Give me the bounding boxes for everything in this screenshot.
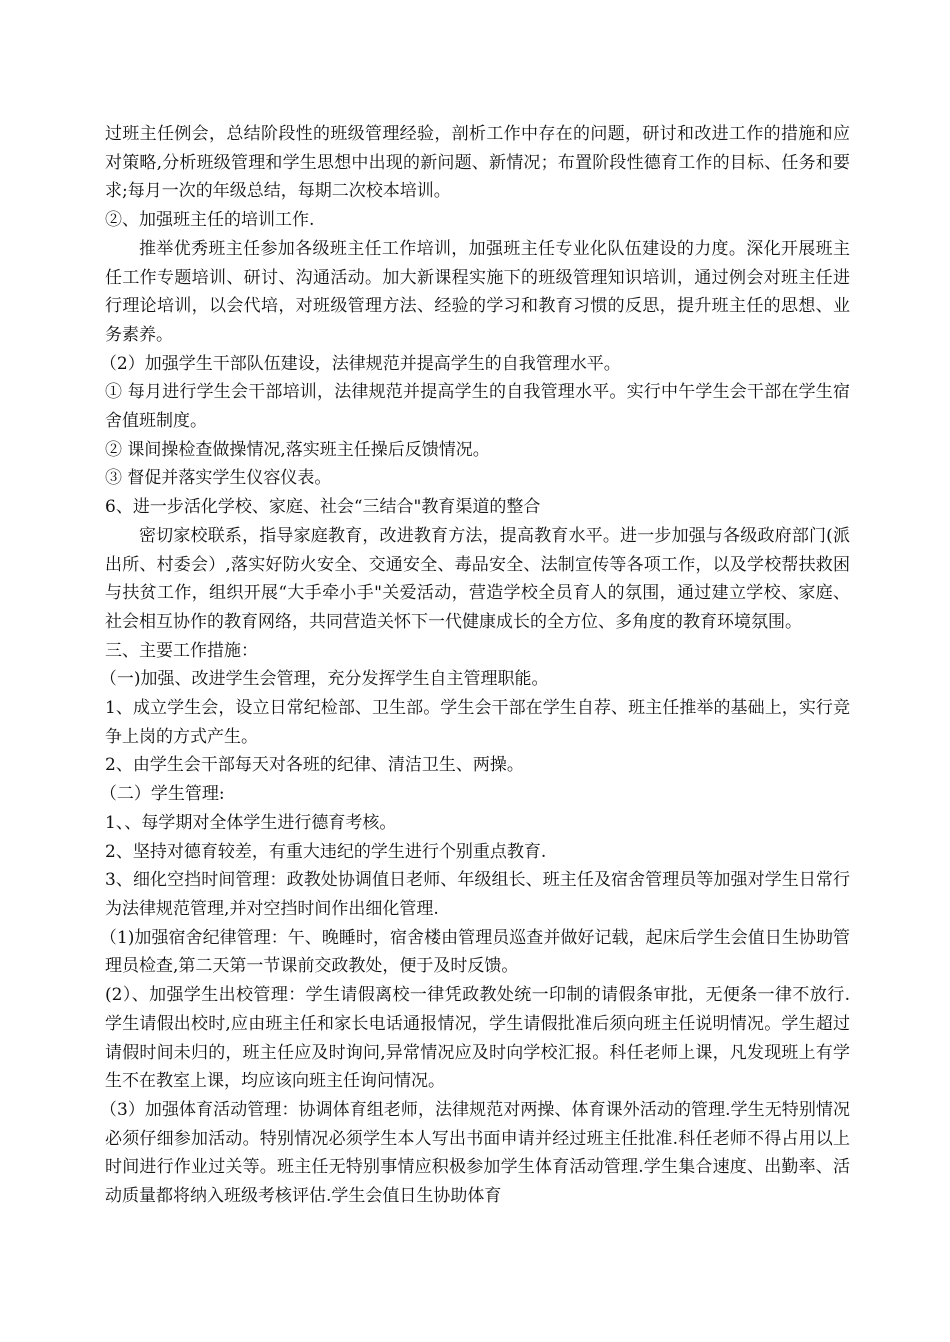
document-page xyxy=(99,120,850,1211)
paragraph: ② 课间操检查做操情况,落实班主任操后反馈情况。 xyxy=(105,439,490,460)
paragraph: ③ 督促并落实学生仪容仪表。 xyxy=(105,468,332,489)
paragraph: (2）、加强学生出校管理：学生请假离校一律凭政教处统一印制的请假条审批，无便条一律不放行.学生请假出校时,应由班主任和家长电话通报情况，学生请假批准后须向班主任说明情况。学生超过请假时间未归的，班主任应及时询问,异常情况应及时向学校汇报。科任老师上课，凡发现班上有学生不在教室上课，均应该向班主任询问情况。 xyxy=(105,985,850,1092)
paragraph: （3）加强体育活动管理：协调体育组老师，法律规范对两操、体育课外活动的管理.学生无特别情况必须仔细参加活动。特别情况必须学生本人写出书面申请并经过班主任批准.科任老师不得占用以上时间进行作业过关等。班主任无特别事情应积极参加学生体育活动管理.学生集合速度、出勤率、活动质量都将纳入班级考核评估.学生会值日生协助体育 xyxy=(99,1099,850,1207)
paragraph: 1、成立学生会，设立日常纪检部、卫生部。学生会干部在学生自荐、班主任推举的基础上，实行竞争上岗的方式产生。 xyxy=(105,698,850,747)
paragraph: ① 每月进行学生会干部培训，法律规范并提高学生的自我管理水平。实行中午学生会干部在学生宿舍值班制度。 xyxy=(105,382,850,432)
paragraph: ②、加强班主任的培训工作. xyxy=(105,210,315,231)
paragraph: 密切家校联系，指导家庭教育，改进教育方法，提高教育水平。进一步加强与各级政府部门(派出所、村委会）,落实好防火安全、交通安全、毒品安全、法制宣传等各项工作，以及学校帮扶救困与扶贫工作，组织开展“大手牵小手"关爱活动，营造学校全员育人的氛围，通过建立学校、家庭、社会相互协作的教育网络，共同营造关怀下一代健康成长的全方位、多角度的教育环境氛围。 xyxy=(105,525,850,632)
paragraph: 推举优秀班主任参加各级班主任工作培训，加强班主任专业化队伍建设的力度。深化开展班主任工作专题培训、研讨、沟通活动。加大新课程实施下的班级管理知识培训，通过例会对班主任进行理论培训，以会代培，对班级管理方法、经验的学习和教育习惯的反思，提升班主任的思想、业务素养。 xyxy=(105,238,850,345)
paragraph: （2）加强学生干部队伍建设，法律规范并提高学生的自我管理水平。 xyxy=(99,353,621,374)
section-heading: 三、主要工作措施： xyxy=(105,640,258,661)
paragraph: （1)加强宿舍纪律管理：午、晚睡时，宿舍楼由管理员巡查并做好记载，起床后学生会值日生协助管理员检查,第二天第一节课前交政教处，便于及时反馈。 xyxy=(99,927,850,977)
paragraph: 2、由学生会干部每天对各班的纪律、清洁卫生、两操。 xyxy=(105,755,524,776)
section-heading: 6、进一步活化学校、家庭、社会“三结合"教育渠道的整合 xyxy=(105,497,541,518)
paragraph: 2、坚持对德育较差，有重大违纪的学生进行个别重点教育. xyxy=(105,841,547,862)
paragraph: （一)加强、改进学生会管理，充分发挥学生自主管理职能。 xyxy=(99,669,549,690)
paragraph: 1、、每学期对全体学生进行德育考核。 xyxy=(105,812,397,833)
paragraph: 过班主任例会，总结阶段性的班级管理经验，剖析工作中存在的问题，研讨和改进工作的措施和应对策略,分析班级管理和学生思想中出现的新问题、新情况；布置阶段性德育工作的目标、任务和要求;每月一次的年级总结，每期二次校本培训。 xyxy=(105,124,850,202)
paragraph: （二）学生管理: xyxy=(99,784,225,805)
paragraph: 3、细化空挡时间管理：政教处协调值日老师、年级组长、班主任及宿舍管理员等加强对学生日常行为法律规范管理,并对空挡时间作出细化管理. xyxy=(105,870,850,919)
